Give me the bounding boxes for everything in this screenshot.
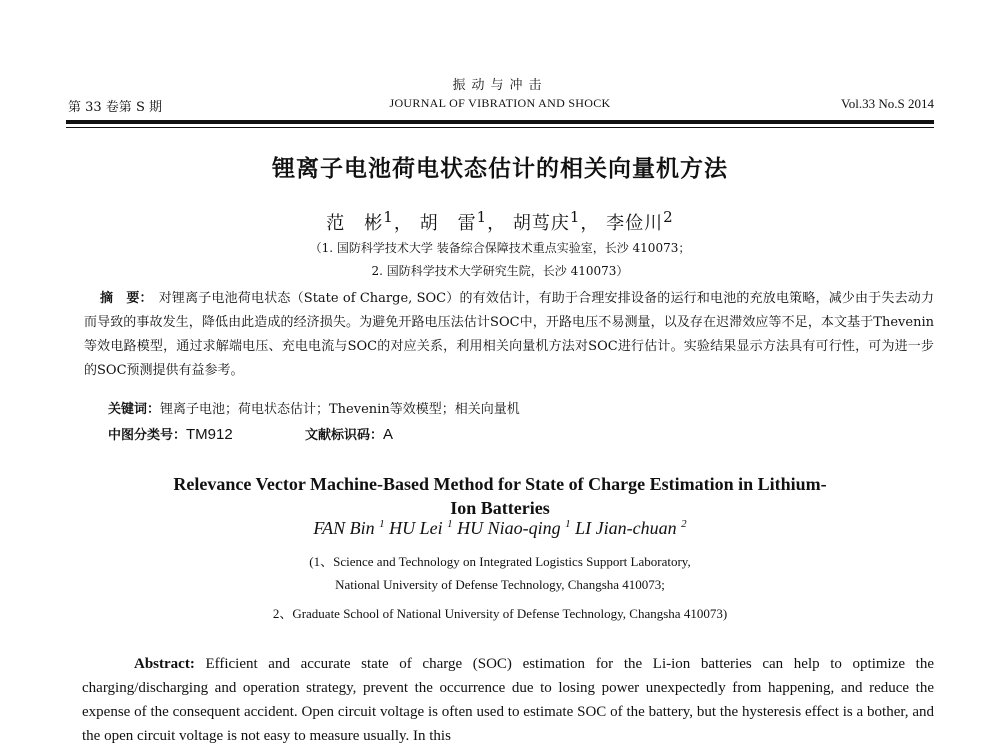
keywords-text: 锂离子电池；荷电状态估计；Thevenin等效模型；相关向量机 (160, 402, 520, 417)
keywords-chinese (108, 398, 520, 417)
author-name: 胡 雷 (419, 213, 477, 234)
author-name: LI Jian-chuan (575, 518, 677, 538)
authors-chinese (0, 208, 1000, 235)
author-affiliation-mark: 2 (663, 208, 674, 226)
clc-value: TM912 (186, 426, 233, 443)
abstract-chinese-label: 摘 要： (100, 291, 153, 306)
journal-name-english: JOURNAL OF VIBRATION AND SHOCK (389, 96, 611, 110)
author-affiliation-mark: 1 (447, 518, 453, 530)
author-separator: ， (393, 213, 413, 234)
volume-issue-chinese: 第 33 卷第 S 期 (68, 100, 162, 115)
volume-issue-english: Vol.33 No.S 2014 (841, 96, 934, 111)
document-code-label: 文献标识码： (304, 428, 383, 443)
author-name: FAN Bin (313, 518, 375, 538)
paper-title-chinese: 锂离子电池荷电状态估计的相关向量机方法 (272, 156, 728, 182)
abstract-chinese-text: 对锂离子电池荷电状态（State of Charge, SOC）的有效估计，有助于合理安排设备的运行和电池的充放电策略，减少由于失去动力而导致的事故发生，降低由此造成的经济损失。为避免开路电压法估计SOC中，开路电压不易测量，以及存在迟滞效应等不足，本文基于Thevenin等效电路模型，通过求解端电压、充电电流与SOC的对应关系，利用相关向量机方法对SOC进行估计。实验结果显示方法具有可行性，可为进一步的SOC预测提供有益参考。 (84, 291, 934, 378)
header-rule-thick (66, 120, 934, 124)
abstract-english (82, 652, 934, 748)
author-name: HU Lei (389, 518, 443, 538)
author-name: 李俭川 (606, 213, 664, 234)
author-affiliation-mark: 1 (379, 518, 385, 530)
clc-label: 中图分类号： (108, 428, 187, 443)
affiliation-english-line: National University of Defense Technology, Changsha 410073; (335, 577, 665, 592)
author-separator: ， (580, 213, 600, 234)
author-name: 范 彬 (326, 213, 384, 234)
affiliation-chinese-line: （1. 国防科学技术大学 装备综合保障技术重点实验室，长沙 410073； (309, 241, 691, 255)
affiliation-chinese-line: 2. 国防科学技术大学研究生院，长沙 410073） (371, 264, 629, 278)
author-affiliation-mark: 2 (681, 518, 687, 530)
author-affiliation-mark: 1 (383, 208, 394, 226)
paper-title-english: Relevance Vector Machine-Based Method for State of Charge Estimation in Lithium-Ion Batteries (173, 474, 827, 518)
author-name: HU Niao-qing (457, 518, 561, 538)
classification-line (108, 424, 393, 443)
abstract-english-label: Abstract: (134, 656, 195, 672)
author-name: 胡茑庆 (512, 213, 570, 234)
keywords-label: 关键词： (108, 402, 161, 417)
affiliation-english-line: (1、Science and Technology on Integrated Logistics Support Laboratory, (309, 554, 691, 569)
abstract-chinese (84, 287, 934, 383)
affiliation-english-line: 2、Graduate School of National University of Defense Technology, Changsha 410073) (272, 606, 728, 621)
author-affiliation-mark: 1 (569, 208, 581, 226)
abstract-english-text: Efficient and accurate state of charge (SOC) estimation for the Li-ion batteries can help to optimize the charging/discharging and operation strategy, prevent the occurrence due to losing power unexpectedly from happening, and reduce the expense of the consequent accident. Open circuit voltage is often used to estimate SOC of the battery, but the hysteresis effect is a bother, and the open circuit voltage is not easy to measure usually. In this (82, 656, 934, 744)
authors-english (0, 518, 1000, 539)
author-affiliation-mark: 1 (565, 518, 571, 530)
journal-name-chinese: 振动与冲击 (452, 78, 548, 93)
header-rule-thin (66, 127, 934, 128)
document-code-value: A (383, 426, 394, 443)
author-affiliation-mark: 1 (476, 208, 488, 226)
author-separator: ， (487, 213, 507, 234)
